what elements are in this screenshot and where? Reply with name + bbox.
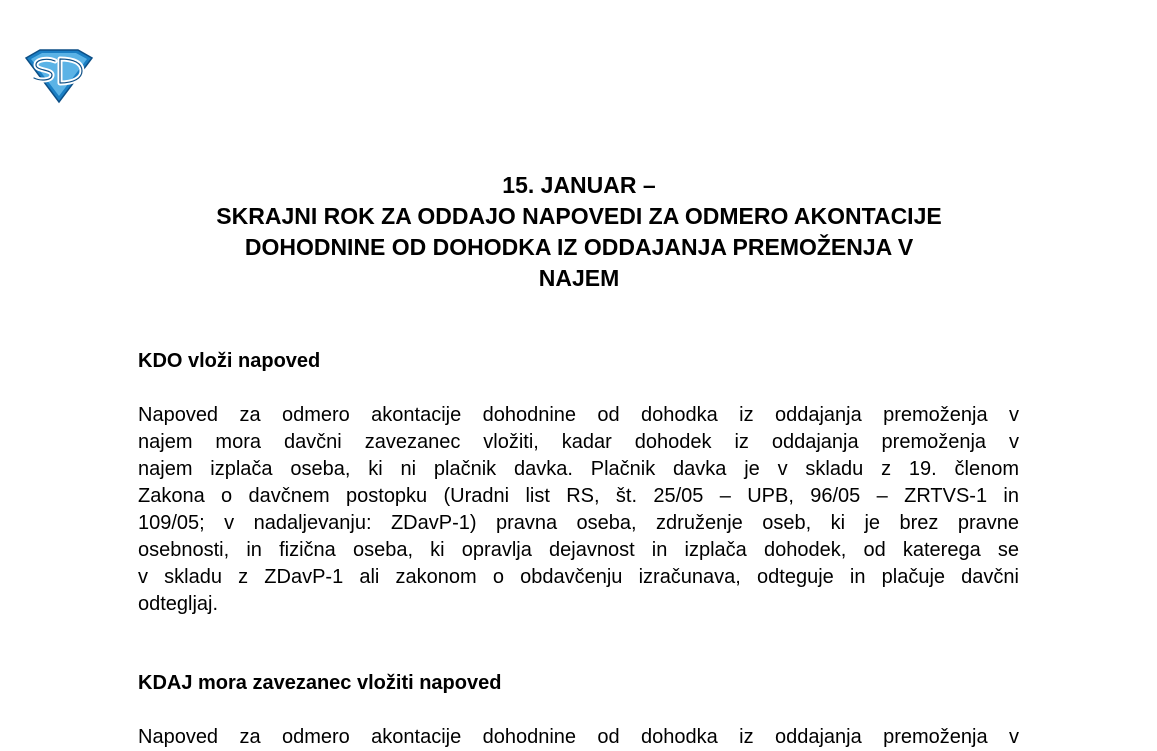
sd-logo-icon — [22, 48, 96, 104]
paragraph-line: najem izplača oseba, ki ni plačnik davka. Plačnik davka je v skladu z 19. členom — [138, 458, 1019, 480]
section-paragraph-kdaj — [138, 724, 1019, 751]
paragraph-line: Napoved za odmero akontacije dohodnine od dohodka iz oddajanja premoženja v — [138, 726, 1019, 748]
document-title — [130, 170, 1028, 294]
title-line: 15. JANUAR – — [502, 172, 656, 198]
title-line: NAJEM — [538, 265, 620, 291]
paragraph-line: odtegljaj. — [138, 593, 219, 615]
paragraph-line: 109/05; v nadaljevanju: ZDavP-1) pravna oseba, združenje oseb, ki je brez pravne — [138, 512, 1019, 534]
section-paragraph-kdo — [138, 402, 1019, 618]
paragraph-line: v skladu z ZDavP-1 ali zakonom o obdavčenju izračunava, odteguje in plačuje davčni — [138, 566, 1019, 588]
paragraph-line: osebnosti, in fizična oseba, ki opravlja dejavnost in izplača dohodek, od katerega se — [138, 539, 1019, 561]
paragraph-line: Zakona o davčnem postopku (Uradni list RS, št. 25/05 – UPB, 96/05 – ZRTVS-1 in — [138, 485, 1019, 507]
section-heading-kdaj: KDAJ mora zavezanec vložiti napoved — [138, 672, 502, 694]
paragraph-line: Napoved za odmero akontacije dohodnine od dohodka iz oddajanja premoženja v — [138, 404, 1019, 426]
section-heading-kdo: KDO vloži napoved — [138, 350, 321, 372]
title-line: SKRAJNI ROK ZA ODDAJO NAPOVEDI ZA ODMERO AKONTACIJE — [216, 203, 942, 229]
title-line: DOHODNINE OD DOHODKA IZ ODDAJANJA PREMOŽENJA V — [244, 234, 914, 260]
paragraph-line: najem mora davčni zavezanec vložiti, kadar dohodek iz oddajanja premoženja v — [138, 431, 1019, 453]
